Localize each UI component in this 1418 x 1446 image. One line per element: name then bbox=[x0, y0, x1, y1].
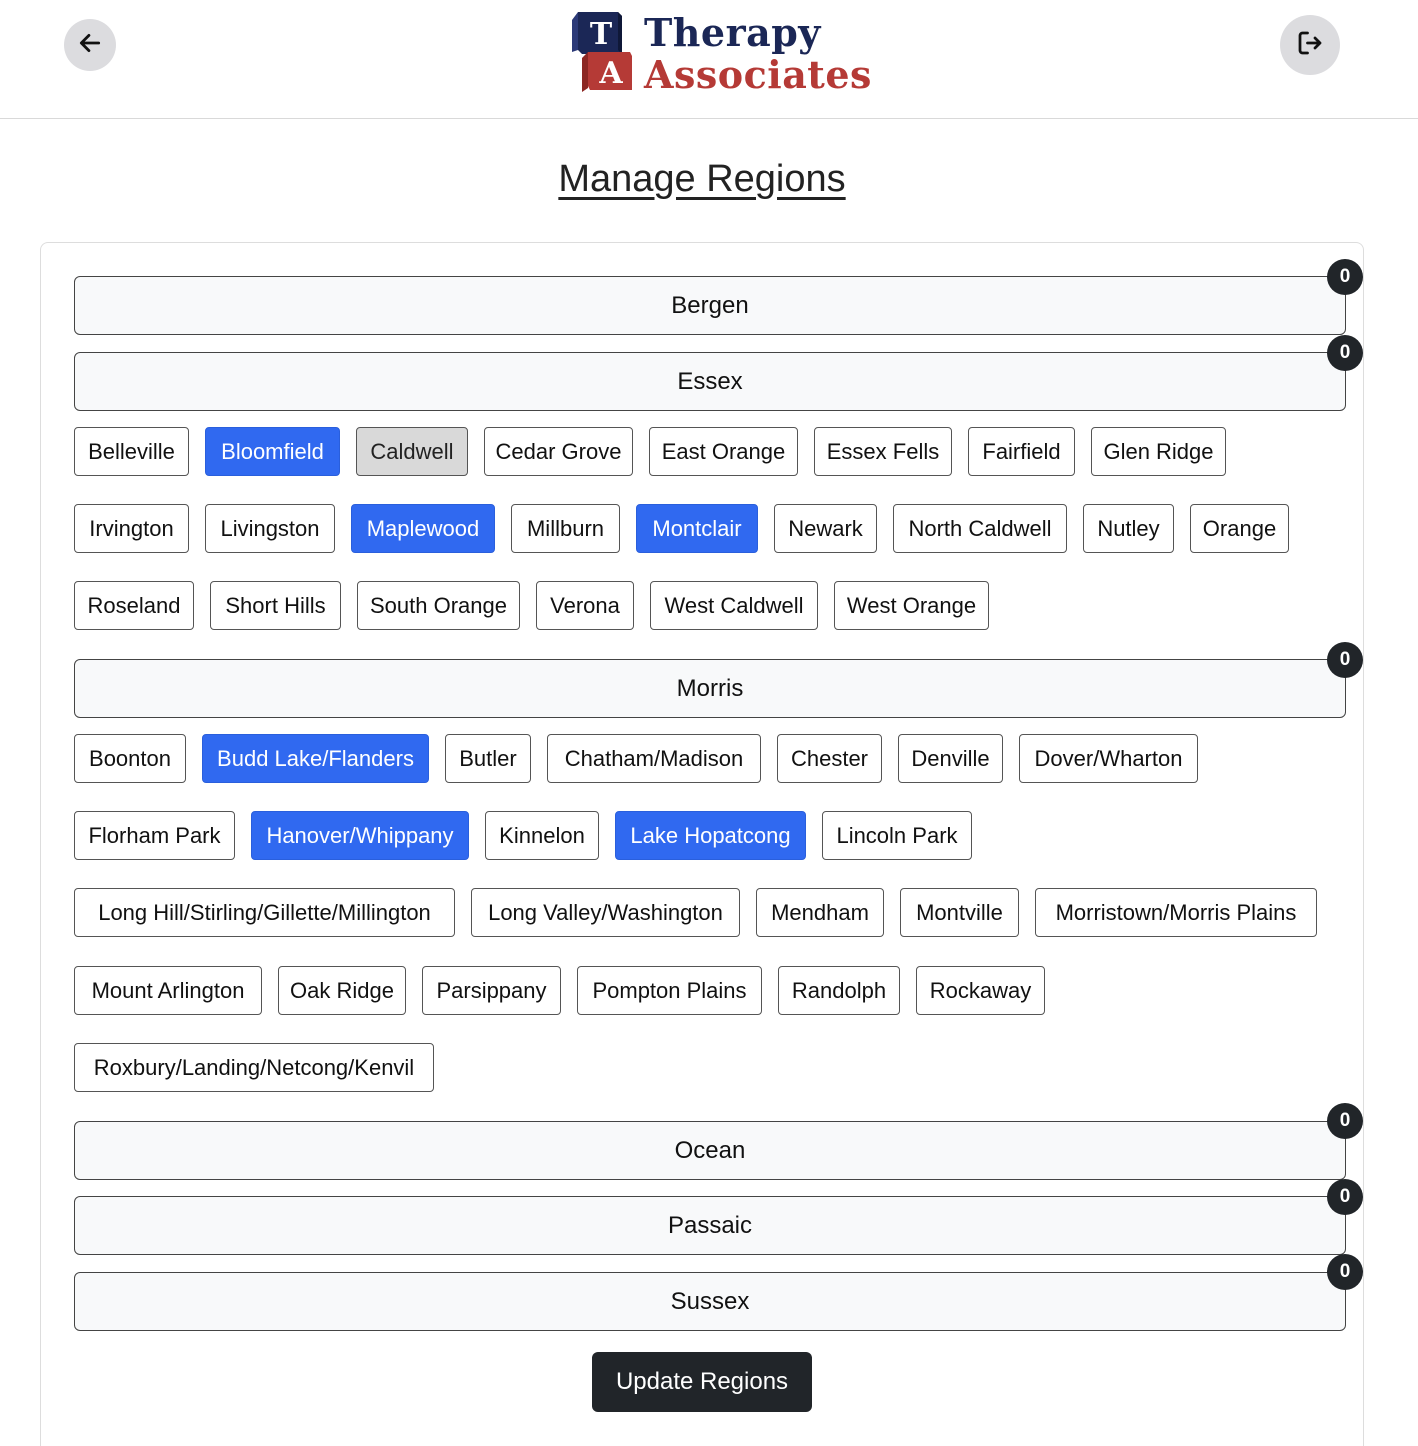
county-passaic-button[interactable] bbox=[74, 1196, 1346, 1255]
page-title: Manage Regions bbox=[558, 158, 846, 200]
update-regions-button[interactable]: Update Regions bbox=[592, 1352, 812, 1412]
county-morris-button[interactable] bbox=[74, 659, 1346, 718]
therapy-associates-logo bbox=[572, 10, 872, 97]
town-chip[interactable]: Verona bbox=[536, 581, 634, 630]
town-chip[interactable]: West Orange bbox=[834, 581, 989, 630]
town-chip[interactable]: North Caldwell bbox=[893, 504, 1067, 553]
arrow-left-icon bbox=[77, 30, 103, 61]
county-count-badge: 0 bbox=[1327, 259, 1363, 295]
town-chip[interactable]: Boonton bbox=[74, 734, 186, 783]
town-chip[interactable]: Morristown/Morris Plains bbox=[1035, 888, 1317, 937]
county-count-badge: 0 bbox=[1327, 1254, 1363, 1290]
county-bergen-button[interactable] bbox=[74, 276, 1346, 335]
county-count-badge: 0 bbox=[1327, 1103, 1363, 1139]
logout-button[interactable] bbox=[1280, 15, 1340, 75]
town-chip[interactable]: Long Valley/Washington bbox=[471, 888, 740, 937]
town-chip[interactable]: Florham Park bbox=[74, 811, 235, 860]
town-chip[interactable]: Maplewood bbox=[351, 504, 495, 553]
town-chip[interactable]: Hanover/Whippany bbox=[251, 811, 469, 860]
county-ocean-button[interactable] bbox=[74, 1121, 1346, 1180]
town-chip[interactable]: Irvington bbox=[74, 504, 189, 553]
town-chip[interactable]: Orange bbox=[1190, 504, 1289, 553]
town-chip[interactable]: Lincoln Park bbox=[822, 811, 972, 860]
town-chip[interactable]: Montclair bbox=[636, 504, 758, 553]
town-chip[interactable]: Bloomfield bbox=[205, 427, 340, 476]
logo-block-t: T bbox=[589, 17, 613, 52]
back-button[interactable] bbox=[64, 19, 116, 71]
town-chip[interactable]: Long Hill/Stirling/Gillette/Millington bbox=[74, 888, 455, 937]
logo-blocks bbox=[572, 10, 636, 94]
town-chip[interactable]: Belleville bbox=[74, 427, 189, 476]
town-chip[interactable]: Randolph bbox=[778, 966, 900, 1015]
town-chip[interactable]: Millburn bbox=[511, 504, 620, 553]
town-chip[interactable]: Fairfield bbox=[968, 427, 1075, 476]
town-chip[interactable]: Nutley bbox=[1083, 504, 1174, 553]
town-chip[interactable]: Pompton Plains bbox=[577, 966, 762, 1015]
town-chip[interactable]: Kinnelon bbox=[485, 811, 599, 860]
town-chip[interactable]: Chester bbox=[777, 734, 882, 783]
county-label: Ocean bbox=[674, 1136, 746, 1164]
town-chip[interactable]: Oak Ridge bbox=[278, 966, 406, 1015]
town-chip[interactable]: West Caldwell bbox=[650, 581, 818, 630]
town-chip[interactable]: Budd Lake/Flanders bbox=[202, 734, 429, 783]
town-chip[interactable]: Mount Arlington bbox=[74, 966, 262, 1015]
town-chip[interactable]: Mendham bbox=[756, 888, 884, 937]
town-chip[interactable]: Montville bbox=[900, 888, 1019, 937]
town-chip[interactable]: Parsippany bbox=[422, 966, 561, 1015]
county-count-badge: 0 bbox=[1327, 335, 1363, 371]
town-chip[interactable]: Livingston bbox=[205, 504, 335, 553]
town-chip[interactable]: Roxbury/Landing/Netcong/Kenvil bbox=[74, 1043, 434, 1092]
logo-text-associates: Associates bbox=[644, 52, 872, 97]
town-chip[interactable]: Caldwell bbox=[356, 427, 468, 476]
county-label: Passaic bbox=[667, 1211, 753, 1239]
county-label: Essex bbox=[677, 367, 743, 395]
town-chip[interactable]: Short Hills bbox=[210, 581, 341, 630]
town-chip[interactable]: Butler bbox=[445, 734, 531, 783]
town-chip[interactable]: Chatham/Madison bbox=[547, 734, 761, 783]
town-chip[interactable]: East Orange bbox=[649, 427, 798, 476]
county-label: Sussex bbox=[670, 1287, 750, 1315]
town-chip[interactable]: Newark bbox=[774, 504, 877, 553]
county-label: Bergen bbox=[671, 291, 749, 319]
county-count-badge: 0 bbox=[1327, 642, 1363, 678]
town-chip[interactable]: Glen Ridge bbox=[1091, 427, 1226, 476]
logout-icon bbox=[1295, 28, 1325, 63]
logo-text-therapy: Therapy bbox=[644, 10, 821, 55]
town-chip[interactable]: Dover/Wharton bbox=[1019, 734, 1198, 783]
county-label: Morris bbox=[676, 674, 744, 702]
county-essex-button[interactable] bbox=[74, 352, 1346, 411]
town-chip[interactable]: Rockaway bbox=[916, 966, 1045, 1015]
town-chip[interactable]: Lake Hopatcong bbox=[615, 811, 806, 860]
town-chip[interactable]: Roseland bbox=[74, 581, 194, 630]
app-header bbox=[0, 0, 1418, 119]
county-sussex-button[interactable] bbox=[74, 1272, 1346, 1331]
town-chip[interactable]: Cedar Grove bbox=[484, 427, 633, 476]
logo-block-a: A bbox=[599, 56, 623, 91]
town-chip[interactable]: Essex Fells bbox=[814, 427, 952, 476]
town-chip[interactable]: South Orange bbox=[357, 581, 520, 630]
county-count-badge: 0 bbox=[1327, 1179, 1363, 1215]
town-chip[interactable]: Denville bbox=[898, 734, 1003, 783]
